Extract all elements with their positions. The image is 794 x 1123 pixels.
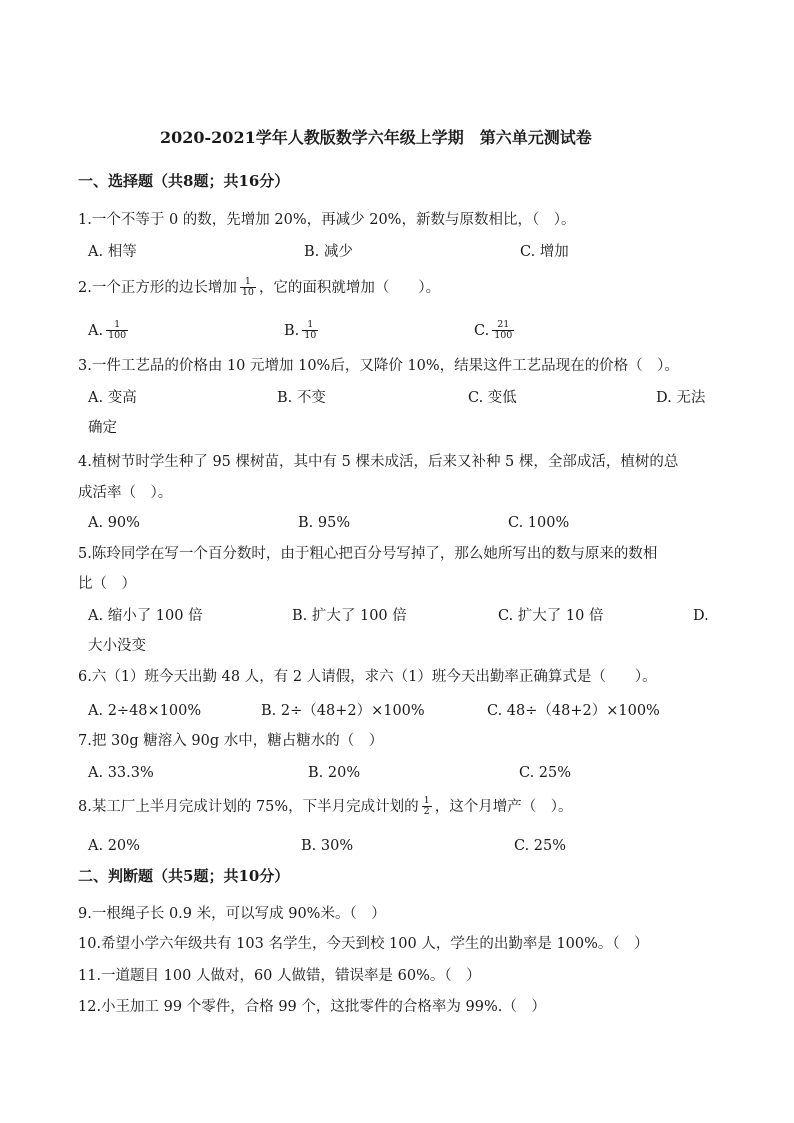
q3-option-b: B. 不变	[277, 390, 326, 406]
q7-option-c: C. 25%	[519, 765, 572, 781]
q2-option-a-label: A.	[88, 322, 104, 339]
q5-option-c: C. 扩大了 10 倍	[498, 608, 604, 624]
q2-option-c-label: C.	[474, 322, 490, 339]
q2-fraction	[240, 277, 256, 298]
section-heading-choice: 一、选择题（共8题；共16分）	[78, 172, 290, 190]
page-title: 2020-2021学年人教版数学六年级上学期 第六单元测试卷	[160, 128, 592, 147]
q7-option-a: A. 33.3%	[88, 765, 154, 781]
question-4-line1: 4.植树节时学生种了 95 棵树苗，其中有 5 棵未成活，后来又补种 5 棵，全部成活，植树的总	[78, 454, 679, 470]
q3-option-a: A. 变高	[88, 390, 137, 406]
question-7: 7.把 30g 糖溶入 90g 水中，糖占糖水的（ ）	[78, 733, 384, 749]
q2-option-a-fraction	[106, 320, 128, 341]
q2-option-a-den: 100	[108, 330, 127, 341]
q2-fraction-num: 1	[244, 276, 251, 287]
q8-text-before: 8.某工厂上半月完成计划的 75%，下半月完成计划的	[78, 798, 419, 815]
q2-option-c	[474, 320, 517, 341]
q2-option-b	[284, 320, 321, 341]
q5-option-d: D.	[693, 608, 709, 624]
q5-option-a: A. 缩小了 100 倍	[88, 608, 203, 624]
q8-fraction	[422, 796, 432, 817]
q2-option-a-num: 1	[114, 319, 121, 330]
q8-fraction-num: 1	[423, 795, 430, 806]
q1-option-b: B. 减少	[304, 244, 353, 260]
question-10: 10.希望小学六年级共有 103 名学生，今天到校 100 人，学生的出勤率是 100%。（ ）	[78, 936, 649, 952]
question-6: 6.六（1）班今天出勤 48 人，有 2 人请假，求六（1）班今天出勤率正确算式是（ ）。	[78, 669, 657, 685]
q6-option-c: C. 48÷（48+2）×100%	[487, 703, 660, 719]
question-9: 9.一根绳子长 0.9 米，可以写成 90%米。（ ）	[78, 906, 386, 922]
q1-option-a: A. 相等	[88, 244, 137, 260]
q2-option-a	[88, 320, 131, 341]
question-3: 3.一件工艺品的价格由 10 元增加 10%后，又降价 10%，结果这件工艺品现在的价格（ ）。	[78, 358, 679, 374]
q8-option-a: A. 20%	[88, 838, 140, 854]
q3-option-d-wrap: 确定	[88, 420, 117, 436]
q2-text-before: 2.一个正方形的边长增加	[78, 279, 237, 296]
q2-option-b-den: 10	[304, 330, 317, 341]
section-heading-judge: 二、判断题（共5题；共10分）	[78, 867, 290, 885]
q5-option-b: B. 扩大了 100 倍	[292, 608, 407, 624]
q3-option-d: D. 无法	[656, 390, 706, 406]
q2-option-c-fraction	[492, 320, 514, 341]
q6-option-b: B. 2÷（48+2）×100%	[261, 703, 425, 719]
q3-option-c: C. 变低	[468, 390, 517, 406]
q6-option-a: A. 2÷48×100%	[88, 703, 202, 719]
question-2	[78, 277, 440, 298]
q8-text-after: ，这个月增产（ ）。	[434, 798, 573, 815]
q7-option-b: B. 20%	[308, 765, 361, 781]
question-1: 1.一个不等于 0 的数，先增加 20%，再减少 20%，新数与原数相比，（ ）。	[78, 212, 576, 228]
question-8	[78, 796, 572, 817]
q2-option-b-label: B.	[284, 322, 300, 339]
q8-option-b: B. 30%	[301, 838, 354, 854]
q2-option-b-num: 1	[307, 319, 314, 330]
question-11: 11.一道题目 100 人做对，60 人做错，错误率是 60%。（ ）	[78, 968, 481, 984]
q2-option-b-fraction	[302, 320, 318, 341]
q2-option-c-den: 100	[494, 330, 513, 341]
q4-option-c: C. 100%	[508, 515, 570, 531]
q2-option-c-num: 21	[497, 319, 510, 330]
q8-option-c: C. 25%	[514, 838, 567, 854]
q5-option-d-wrap: 大小没变	[88, 638, 146, 654]
q4-option-b: B. 95%	[298, 515, 351, 531]
q8-fraction-den: 2	[423, 806, 430, 817]
q1-option-c: C. 增加	[520, 244, 569, 260]
q2-text-after: ，它的面积就增加（ ）。	[258, 279, 441, 296]
question-5-line1: 5.陈玲同学在写一个百分数时，由于粗心把百分号写掉了，那么她所写出的数与原来的数相	[78, 546, 658, 562]
question-5-line2: 比（ ）	[78, 576, 136, 592]
q2-fraction-den: 10	[241, 287, 254, 298]
question-4-line2: 成活率（ ）。	[78, 485, 173, 501]
question-12: 12.小王加工 99 个零件，合格 99 个，这批零件的合格率为 99%.（ ）	[78, 999, 546, 1015]
q4-option-a: A. 90%	[88, 515, 140, 531]
